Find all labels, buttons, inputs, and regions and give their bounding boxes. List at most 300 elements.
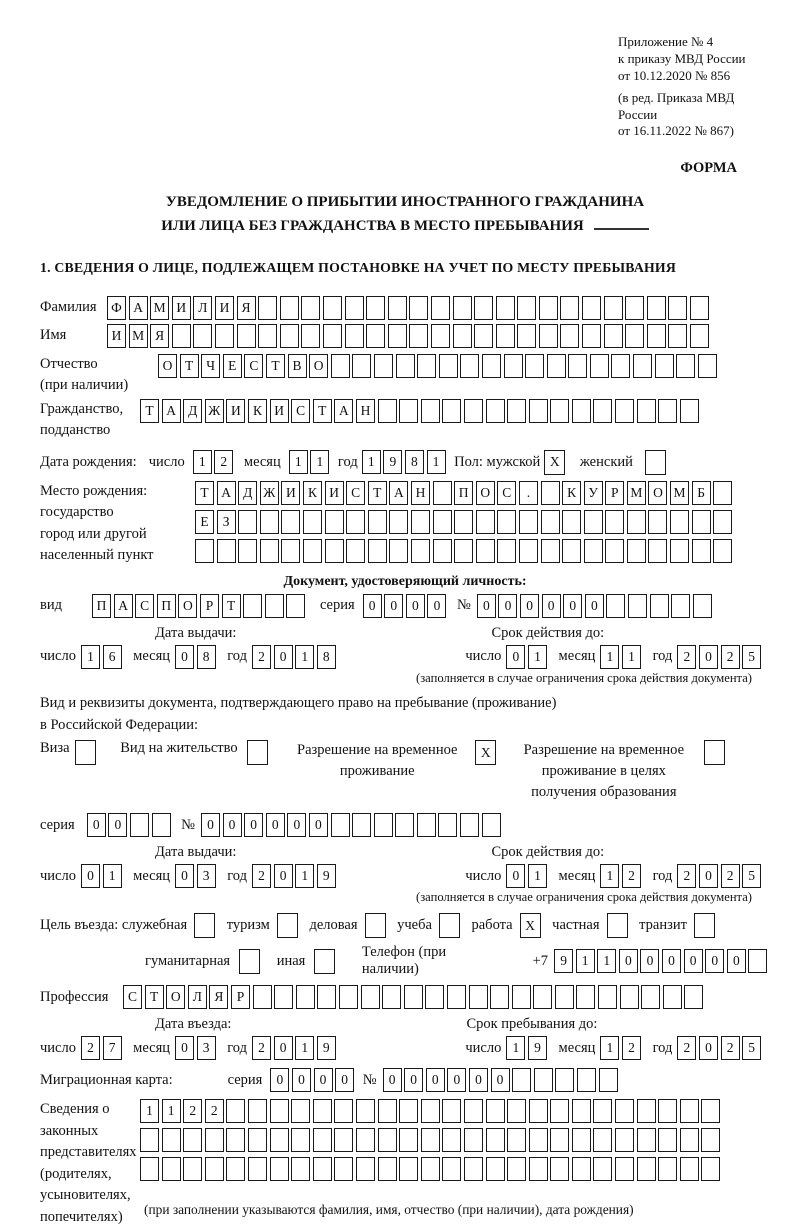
char-cell[interactable]: 0	[363, 594, 382, 618]
char-cell[interactable]: 0	[309, 813, 328, 837]
char-cell[interactable]: X	[544, 450, 565, 475]
char-cell[interactable]	[648, 510, 667, 534]
char-cell[interactable]	[555, 985, 574, 1009]
char-cell[interactable]	[529, 1099, 548, 1123]
char-cell[interactable]	[281, 539, 300, 563]
char-cell[interactable]	[690, 324, 709, 348]
char-cell[interactable]	[560, 324, 579, 348]
char-cell[interactable]	[421, 1128, 440, 1152]
char-cell[interactable]: 6	[103, 645, 122, 669]
char-cell[interactable]: А	[217, 481, 236, 505]
char-cell[interactable]: 0	[520, 594, 539, 618]
char-cell[interactable]: X	[520, 913, 541, 938]
char-cell[interactable]	[442, 1099, 461, 1123]
char-cell[interactable]	[464, 1157, 483, 1181]
char-cell[interactable]	[378, 399, 397, 423]
char-cell[interactable]	[365, 913, 386, 938]
char-cell[interactable]: 8	[317, 645, 336, 669]
char-cell[interactable]: А	[162, 399, 181, 423]
char-cell[interactable]	[417, 354, 436, 378]
char-cell[interactable]	[409, 324, 428, 348]
char-cell[interactable]	[301, 296, 320, 320]
char-cell[interactable]	[541, 539, 560, 563]
char-cell[interactable]: У	[584, 481, 603, 505]
char-cell[interactable]	[604, 324, 623, 348]
char-cell[interactable]: 0	[81, 864, 100, 888]
char-cell[interactable]	[550, 1157, 569, 1181]
char-cell[interactable]	[152, 813, 171, 837]
char-cell[interactable]: 1	[362, 450, 381, 474]
char-cell[interactable]	[541, 510, 560, 534]
char-cell[interactable]	[238, 510, 257, 534]
char-cell[interactable]	[507, 1157, 526, 1181]
char-cell[interactable]	[395, 813, 414, 837]
char-cell[interactable]	[637, 1157, 656, 1181]
char-cell[interactable]	[442, 399, 461, 423]
char-cell[interactable]: 0	[542, 594, 561, 618]
char-cell[interactable]	[490, 985, 509, 1009]
char-cell[interactable]	[625, 324, 644, 348]
char-cell[interactable]	[598, 985, 617, 1009]
char-cell[interactable]	[517, 296, 536, 320]
char-cell[interactable]	[382, 985, 401, 1009]
char-cell[interactable]: Б	[692, 481, 711, 505]
char-cell[interactable]	[281, 510, 300, 534]
char-cell[interactable]	[439, 354, 458, 378]
char-cell[interactable]: 3	[197, 1036, 216, 1060]
char-cell[interactable]	[183, 1128, 202, 1152]
char-cell[interactable]	[541, 481, 560, 505]
char-cell[interactable]	[512, 985, 531, 1009]
char-cell[interactable]	[442, 1157, 461, 1181]
char-cell[interactable]: Т	[145, 985, 164, 1009]
char-cell[interactable]	[504, 354, 523, 378]
char-cell[interactable]	[496, 324, 515, 348]
char-cell[interactable]	[388, 324, 407, 348]
char-cell[interactable]: 0	[201, 813, 220, 837]
char-cell[interactable]	[334, 1157, 353, 1181]
char-cell[interactable]	[497, 510, 516, 534]
char-cell[interactable]: 9	[554, 949, 573, 973]
char-cell[interactable]	[346, 510, 365, 534]
char-cell[interactable]	[226, 1128, 245, 1152]
char-cell[interactable]: 0	[384, 594, 403, 618]
char-cell[interactable]	[317, 985, 336, 1009]
char-cell[interactable]: 0	[108, 813, 127, 837]
char-cell[interactable]	[439, 913, 460, 938]
char-cell[interactable]: 0	[87, 813, 106, 837]
char-cell[interactable]: 2	[252, 1036, 271, 1060]
char-cell[interactable]: О	[648, 481, 667, 505]
char-cell[interactable]	[296, 985, 315, 1009]
char-cell[interactable]: С	[244, 354, 263, 378]
char-cell[interactable]: 0	[404, 1068, 423, 1092]
char-cell[interactable]	[247, 740, 268, 765]
char-cell[interactable]: Я	[237, 296, 256, 320]
char-cell[interactable]	[238, 539, 257, 563]
char-cell[interactable]	[464, 1099, 483, 1123]
char-cell[interactable]: С	[135, 594, 154, 618]
char-cell[interactable]	[331, 354, 350, 378]
char-cell[interactable]	[411, 510, 430, 534]
char-cell[interactable]	[482, 813, 501, 837]
char-cell[interactable]	[486, 1128, 505, 1152]
char-cell[interactable]	[507, 1099, 526, 1123]
char-cell[interactable]	[606, 594, 625, 618]
char-cell[interactable]	[352, 813, 371, 837]
char-cell[interactable]	[270, 1099, 289, 1123]
char-cell[interactable]: 9	[317, 864, 336, 888]
char-cell[interactable]	[658, 1157, 677, 1181]
char-cell[interactable]: 0	[223, 813, 242, 837]
char-cell[interactable]: И	[226, 399, 245, 423]
char-cell[interactable]	[550, 1099, 569, 1123]
char-cell[interactable]: 0	[447, 1068, 466, 1092]
char-cell[interactable]	[389, 510, 408, 534]
char-cell[interactable]	[205, 1157, 224, 1181]
char-cell[interactable]	[637, 1128, 656, 1152]
char-cell[interactable]	[277, 913, 298, 938]
char-cell[interactable]: Ч	[201, 354, 220, 378]
char-cell[interactable]	[474, 324, 493, 348]
char-cell[interactable]: 0	[335, 1068, 354, 1092]
char-cell[interactable]	[303, 510, 322, 534]
char-cell[interactable]	[260, 539, 279, 563]
char-cell[interactable]	[517, 324, 536, 348]
char-cell[interactable]	[356, 1157, 375, 1181]
char-cell[interactable]: К	[303, 481, 322, 505]
char-cell[interactable]: 2	[721, 1036, 740, 1060]
char-cell[interactable]	[454, 539, 473, 563]
char-cell[interactable]	[253, 985, 272, 1009]
char-cell[interactable]	[217, 539, 236, 563]
char-cell[interactable]	[399, 1157, 418, 1181]
char-cell[interactable]: П	[92, 594, 111, 618]
char-cell[interactable]	[547, 354, 566, 378]
char-cell[interactable]: К	[248, 399, 267, 423]
char-cell[interactable]	[345, 324, 364, 348]
char-cell[interactable]	[637, 399, 656, 423]
char-cell[interactable]	[655, 354, 674, 378]
char-cell[interactable]: П	[454, 481, 473, 505]
char-cell[interactable]: 0	[266, 813, 285, 837]
char-cell[interactable]	[399, 399, 418, 423]
char-cell[interactable]: 8	[197, 645, 216, 669]
char-cell[interactable]	[411, 539, 430, 563]
char-cell[interactable]	[226, 1099, 245, 1123]
char-cell[interactable]: 1	[310, 450, 329, 474]
char-cell[interactable]: 0	[699, 645, 718, 669]
char-cell[interactable]: Т	[180, 354, 199, 378]
char-cell[interactable]	[291, 1157, 310, 1181]
char-cell[interactable]: 2	[721, 645, 740, 669]
char-cell[interactable]: О	[158, 354, 177, 378]
char-cell[interactable]	[270, 1157, 289, 1181]
char-cell[interactable]	[313, 1157, 332, 1181]
char-cell[interactable]	[607, 913, 628, 938]
char-cell[interactable]: 0	[699, 1036, 718, 1060]
char-cell[interactable]	[248, 1157, 267, 1181]
char-cell[interactable]	[248, 1099, 267, 1123]
char-cell[interactable]	[325, 510, 344, 534]
char-cell[interactable]: И	[172, 296, 191, 320]
char-cell[interactable]: М	[129, 324, 148, 348]
char-cell[interactable]	[692, 539, 711, 563]
char-cell[interactable]: 1	[193, 450, 212, 474]
char-cell[interactable]: 5	[742, 1036, 761, 1060]
char-cell[interactable]	[421, 1157, 440, 1181]
char-cell[interactable]	[713, 510, 732, 534]
char-cell[interactable]	[572, 1128, 591, 1152]
char-cell[interactable]: Е	[195, 510, 214, 534]
char-cell[interactable]	[464, 1128, 483, 1152]
char-cell[interactable]	[368, 510, 387, 534]
char-cell[interactable]	[438, 813, 457, 837]
char-cell[interactable]: 1	[576, 949, 595, 973]
char-cell[interactable]: Я	[150, 324, 169, 348]
char-cell[interactable]	[291, 1099, 310, 1123]
char-cell[interactable]	[533, 985, 552, 1009]
char-cell[interactable]: А	[334, 399, 353, 423]
char-cell[interactable]: 0	[498, 594, 517, 618]
char-cell[interactable]	[313, 1099, 332, 1123]
char-cell[interactable]	[572, 1157, 591, 1181]
char-cell[interactable]: 1	[289, 450, 308, 474]
char-cell[interactable]: 2	[677, 645, 696, 669]
char-cell[interactable]	[680, 1128, 699, 1152]
char-cell[interactable]: 0	[727, 949, 746, 973]
char-cell[interactable]	[460, 813, 479, 837]
char-cell[interactable]	[658, 399, 677, 423]
char-cell[interactable]: А	[114, 594, 133, 618]
char-cell[interactable]	[693, 594, 712, 618]
char-cell[interactable]	[507, 399, 526, 423]
char-cell[interactable]	[433, 539, 452, 563]
char-cell[interactable]: 0	[506, 864, 525, 888]
char-cell[interactable]: 0	[292, 1068, 311, 1092]
char-cell[interactable]: Д	[238, 481, 257, 505]
char-cell[interactable]	[260, 510, 279, 534]
char-cell[interactable]	[476, 510, 495, 534]
char-cell[interactable]: 0	[287, 813, 306, 837]
char-cell[interactable]: 2	[252, 645, 271, 669]
char-cell[interactable]	[474, 296, 493, 320]
char-cell[interactable]: 3	[197, 864, 216, 888]
char-cell[interactable]: 0	[705, 949, 724, 973]
char-cell[interactable]: 0	[469, 1068, 488, 1092]
char-cell[interactable]	[611, 354, 630, 378]
char-cell[interactable]: 5	[742, 645, 761, 669]
char-cell[interactable]: 0	[684, 949, 703, 973]
char-cell[interactable]	[399, 1128, 418, 1152]
char-cell[interactable]: 0	[175, 1036, 194, 1060]
char-cell[interactable]	[670, 510, 689, 534]
char-cell[interactable]: 2	[622, 864, 641, 888]
char-cell[interactable]: 0	[244, 813, 263, 837]
char-cell[interactable]	[195, 539, 214, 563]
char-cell[interactable]	[713, 539, 732, 563]
char-cell[interactable]	[625, 296, 644, 320]
char-cell[interactable]: 0	[426, 1068, 445, 1092]
char-cell[interactable]	[615, 1128, 634, 1152]
char-cell[interactable]: О	[309, 354, 328, 378]
char-cell[interactable]: X	[475, 740, 496, 765]
char-cell[interactable]: Т	[140, 399, 159, 423]
char-cell[interactable]	[704, 740, 725, 765]
char-cell[interactable]	[442, 1128, 461, 1152]
char-cell[interactable]: И	[270, 399, 289, 423]
char-cell[interactable]	[701, 1099, 720, 1123]
char-cell[interactable]	[550, 399, 569, 423]
char-cell[interactable]	[648, 539, 667, 563]
char-cell[interactable]	[404, 985, 423, 1009]
char-cell[interactable]	[425, 985, 444, 1009]
char-cell[interactable]: 2	[677, 864, 696, 888]
char-cell[interactable]	[486, 1099, 505, 1123]
char-cell[interactable]	[615, 1099, 634, 1123]
char-cell[interactable]	[378, 1128, 397, 1152]
char-cell[interactable]: М	[670, 481, 689, 505]
char-cell[interactable]	[339, 985, 358, 1009]
char-cell[interactable]	[694, 913, 715, 938]
char-cell[interactable]	[590, 354, 609, 378]
char-cell[interactable]	[701, 1128, 720, 1152]
char-cell[interactable]	[396, 354, 415, 378]
char-cell[interactable]	[698, 354, 717, 378]
char-cell[interactable]: 0	[406, 594, 425, 618]
char-cell[interactable]	[539, 296, 558, 320]
char-cell[interactable]: 7	[103, 1036, 122, 1060]
char-cell[interactable]	[352, 354, 371, 378]
char-cell[interactable]	[454, 510, 473, 534]
char-cell[interactable]: А	[389, 481, 408, 505]
char-cell[interactable]	[431, 296, 450, 320]
char-cell[interactable]	[497, 539, 516, 563]
char-cell[interactable]	[388, 296, 407, 320]
char-cell[interactable]	[593, 399, 612, 423]
char-cell[interactable]	[593, 1099, 612, 1123]
char-cell[interactable]	[525, 354, 544, 378]
char-cell[interactable]: 2	[721, 864, 740, 888]
char-cell[interactable]	[464, 399, 483, 423]
char-cell[interactable]	[239, 949, 260, 974]
char-cell[interactable]	[345, 296, 364, 320]
char-cell[interactable]	[627, 539, 646, 563]
char-cell[interactable]	[560, 296, 579, 320]
char-cell[interactable]	[684, 985, 703, 1009]
char-cell[interactable]: 0	[427, 594, 446, 618]
char-cell[interactable]	[534, 1068, 553, 1092]
char-cell[interactable]	[325, 539, 344, 563]
char-cell[interactable]	[162, 1128, 181, 1152]
char-cell[interactable]	[194, 913, 215, 938]
char-cell[interactable]	[633, 354, 652, 378]
char-cell[interactable]: О	[178, 594, 197, 618]
char-cell[interactable]	[637, 1099, 656, 1123]
char-cell[interactable]	[291, 1128, 310, 1152]
char-cell[interactable]	[628, 594, 647, 618]
char-cell[interactable]	[593, 1128, 612, 1152]
char-cell[interactable]	[417, 813, 436, 837]
char-cell[interactable]	[274, 985, 293, 1009]
char-cell[interactable]: 8	[405, 450, 424, 474]
char-cell[interactable]	[323, 296, 342, 320]
char-cell[interactable]: П	[157, 594, 176, 618]
char-cell[interactable]: 0	[585, 594, 604, 618]
char-cell[interactable]: И	[281, 481, 300, 505]
char-cell[interactable]	[620, 985, 639, 1009]
char-cell[interactable]: 1	[600, 1036, 619, 1060]
char-cell[interactable]	[572, 399, 591, 423]
char-cell[interactable]	[270, 1128, 289, 1152]
char-cell[interactable]: С	[346, 481, 365, 505]
char-cell[interactable]	[226, 1157, 245, 1181]
char-cell[interactable]	[615, 399, 634, 423]
char-cell[interactable]	[421, 1099, 440, 1123]
char-cell[interactable]	[512, 1068, 531, 1092]
char-cell[interactable]	[605, 510, 624, 534]
char-cell[interactable]	[421, 399, 440, 423]
char-cell[interactable]	[140, 1157, 159, 1181]
char-cell[interactable]	[346, 539, 365, 563]
char-cell[interactable]	[671, 594, 690, 618]
char-cell[interactable]: 0	[477, 594, 496, 618]
char-cell[interactable]	[658, 1128, 677, 1152]
char-cell[interactable]: 0	[699, 864, 718, 888]
char-cell[interactable]: И	[325, 481, 344, 505]
char-cell[interactable]	[237, 324, 256, 348]
char-cell[interactable]	[334, 1099, 353, 1123]
char-cell[interactable]	[193, 324, 212, 348]
char-cell[interactable]	[486, 399, 505, 423]
char-cell[interactable]	[647, 324, 666, 348]
char-cell[interactable]: 1	[140, 1099, 159, 1123]
char-cell[interactable]	[593, 1157, 612, 1181]
char-cell[interactable]	[366, 324, 385, 348]
char-cell[interactable]: 2	[183, 1099, 202, 1123]
char-cell[interactable]: О	[166, 985, 185, 1009]
char-cell[interactable]	[550, 1128, 569, 1152]
char-cell[interactable]	[314, 949, 335, 974]
char-cell[interactable]	[334, 1128, 353, 1152]
char-cell[interactable]	[577, 1068, 596, 1092]
char-cell[interactable]: И	[107, 324, 126, 348]
char-cell[interactable]	[243, 594, 262, 618]
char-cell[interactable]	[529, 399, 548, 423]
char-cell[interactable]	[668, 324, 687, 348]
char-cell[interactable]: 0	[619, 949, 638, 973]
char-cell[interactable]	[453, 296, 472, 320]
char-cell[interactable]: И	[215, 296, 234, 320]
char-cell[interactable]: 1	[295, 645, 314, 669]
char-cell[interactable]: Н	[356, 399, 375, 423]
char-cell[interactable]	[172, 324, 191, 348]
char-cell[interactable]	[356, 1128, 375, 1152]
char-cell[interactable]: 2	[214, 450, 233, 474]
char-cell[interactable]: 2	[622, 1036, 641, 1060]
char-cell[interactable]	[215, 324, 234, 348]
char-cell[interactable]: 9	[383, 450, 402, 474]
char-cell[interactable]: Е	[223, 354, 242, 378]
char-cell[interactable]: С	[497, 481, 516, 505]
char-cell[interactable]: Я	[209, 985, 228, 1009]
char-cell[interactable]: А	[129, 296, 148, 320]
char-cell[interactable]	[663, 985, 682, 1009]
char-cell[interactable]: Ж	[260, 481, 279, 505]
char-cell[interactable]: 0	[314, 1068, 333, 1092]
char-cell[interactable]: 1	[597, 949, 616, 973]
char-cell[interactable]	[680, 399, 699, 423]
